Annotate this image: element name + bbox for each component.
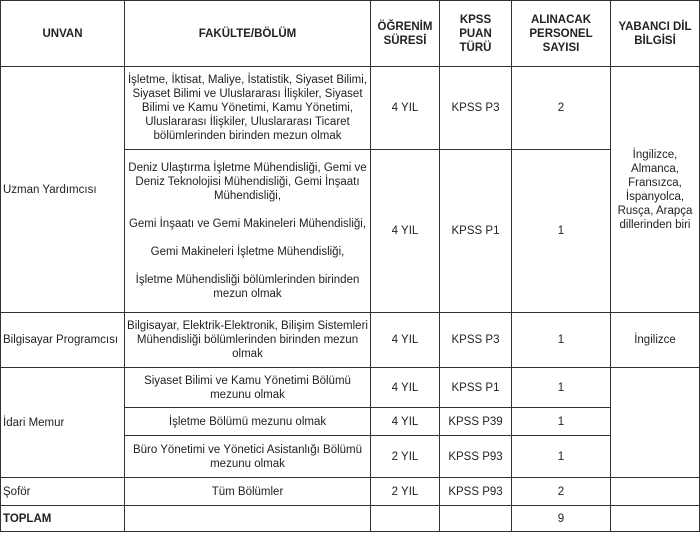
header-unvan: UNVAN (1, 1, 125, 67)
unvan-sofor: Şoför (1, 478, 125, 506)
empty-cell (611, 506, 700, 532)
bolum-paragraph: Gemi İnşaatı ve Gemi Makineleri Mühendisliği, (128, 218, 367, 230)
sayi-cell: 2 (512, 67, 611, 150)
empty-cell (371, 506, 440, 532)
empty-cell (440, 506, 512, 532)
sure-cell: 2 YIL (371, 478, 440, 506)
sure-cell: 2 YIL (371, 436, 440, 478)
bolum-cell: Siyaset Bilimi ve Kamu Yönetimi Bölümü mezunu olmak (125, 368, 371, 408)
sayi-cell: 2 (512, 478, 611, 506)
bolum-cell: İşletme Bölümü mezunu olmak (125, 408, 371, 436)
kpss-cell: KPSS P3 (440, 313, 512, 368)
bolum-cell: Bilgisayar, Elektrik-Elektronik, Bilişim Sistemleri Mühendisliği bölümlerinden birinden mezun olmak (125, 313, 371, 368)
sayi-cell: 1 (512, 436, 611, 478)
sure-cell: 4 YIL (371, 67, 440, 150)
table-row (1, 67, 700, 150)
sure-cell: 4 YIL (371, 150, 440, 313)
unvan-uzman: Uzman Yardımcısı (1, 67, 125, 313)
kpss-cell: KPSS P93 (440, 436, 512, 478)
sayi-cell: 1 (512, 368, 611, 408)
header-ogrenim: ÖĞRENİM SÜRESİ (371, 1, 440, 67)
header-yabanci: YABANCI DİL BİLGİSİ (611, 1, 700, 67)
kpss-cell: KPSS P93 (440, 478, 512, 506)
table-row (1, 313, 700, 368)
table-row (1, 368, 700, 408)
header-fakulte: FAKÜLTE/BÖLÜM (125, 1, 371, 67)
bolum-cell: İşletme, İktisat, Maliye, İstatistik, Siyaset Bilimi, Siyaset Bilimi ve Uluslararası İlişkiler, Siyaset Bilimi ve Kamu Yönetimi, Kamu Yönetimi, Uluslararası İlişkiler, Uluslararası Ticaret bölümlerinden birinden mezun olmak (125, 67, 371, 150)
toplam-sayi: 9 (512, 506, 611, 532)
header-alinacak: ALINACAK PERSONEL SAYISI (512, 1, 611, 67)
header-row (1, 1, 700, 67)
bolum-cell (125, 150, 371, 313)
sure-cell: 4 YIL (371, 368, 440, 408)
table-row (1, 478, 700, 506)
sure-cell: 4 YIL (371, 313, 440, 368)
yabanci-sofor (611, 478, 700, 506)
unvan-bilgisayar: Bilgisayar Programcısı (1, 313, 125, 368)
empty-cell (125, 506, 371, 532)
sure-cell: 4 YIL (371, 408, 440, 436)
bolum-paragraph: Deniz Ulaştırma İşletme Mühendisliği, Gemi ve Deniz Teknolojisi Mühendisliği, Gemi İnşaatı Mühendisliği, (128, 162, 367, 202)
yabanci-bilgisayar: İngilizce (611, 313, 700, 368)
bolum-paragraph: Gemi Makineleri İşletme Mühendisliği, (150, 246, 345, 258)
unvan-idari: İdari Memur (1, 368, 125, 478)
toplam-label: TOPLAM (1, 506, 125, 532)
sayi-cell: 1 (512, 313, 611, 368)
header-kpss: KPSS PUAN TÜRÜ (440, 1, 512, 67)
yabanci-idari (611, 368, 700, 478)
yabanci-uzman: İngilizce, Almanca, Fransızca, İspanyolca, Rusça, Arapça dillerinden biri (611, 67, 700, 313)
total-row (1, 506, 700, 532)
kpss-cell: KPSS P1 (440, 150, 512, 313)
kpss-cell: KPSS P1 (440, 368, 512, 408)
bolum-paragraph: İşletme Mühendisliği bölümlerinden birinden mezun olmak (135, 274, 360, 300)
bolum-cell: Büro Yönetimi ve Yönetici Asistanlığı Bölümü mezunu olmak (125, 436, 371, 478)
sayi-cell: 1 (512, 408, 611, 436)
kpss-cell: KPSS P39 (440, 408, 512, 436)
kpss-cell: KPSS P3 (440, 67, 512, 150)
sayi-cell: 1 (512, 150, 611, 313)
bolum-cell: Tüm Bölümler (125, 478, 371, 506)
